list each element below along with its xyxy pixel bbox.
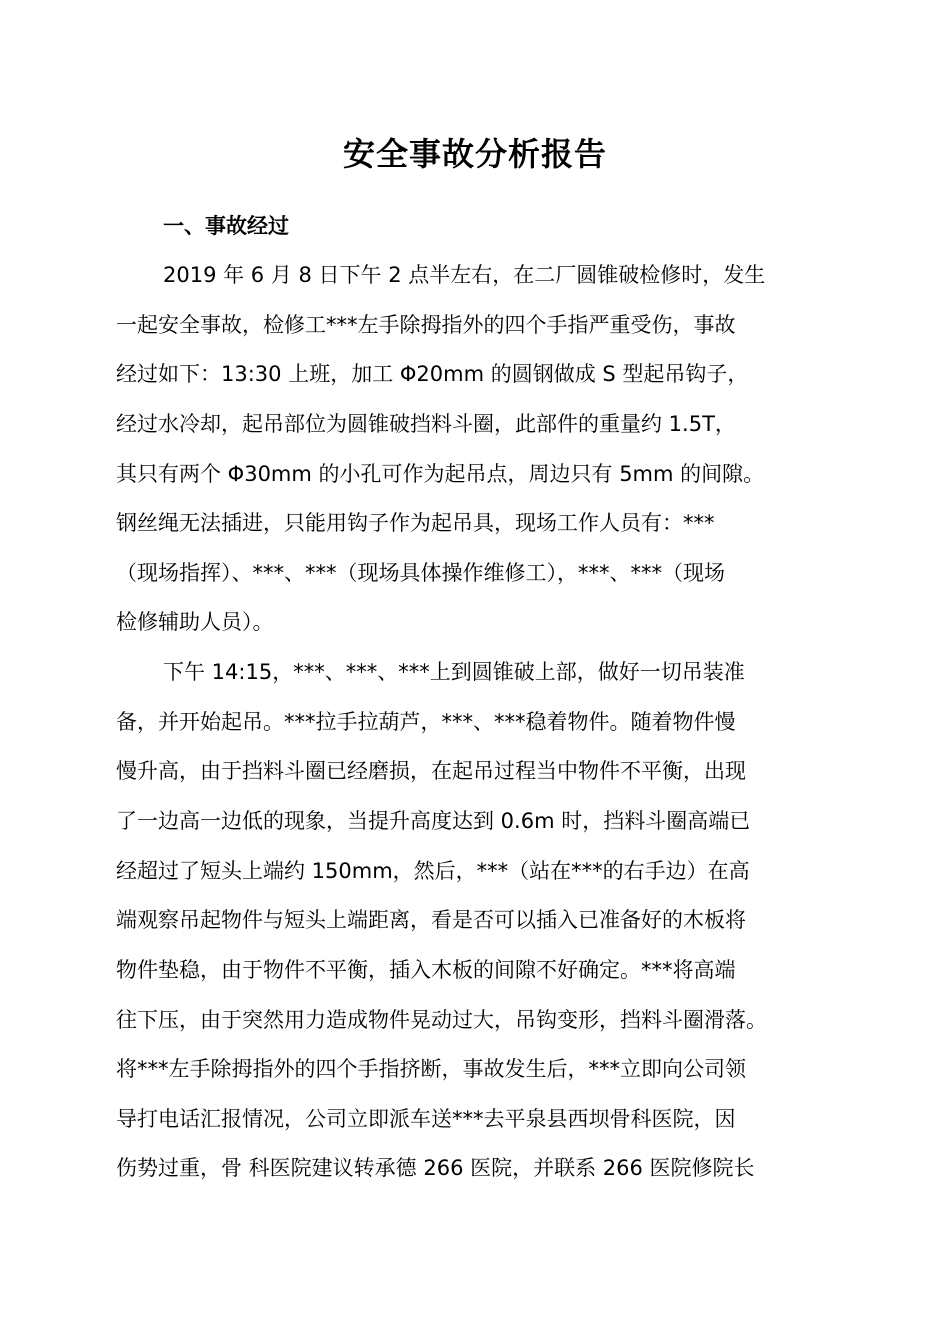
body-line: 其只有两个 Φ30mm 的小孔可作为起吊点，周边只有 5mm 的间隙。: [116, 462, 765, 486]
body-line: 端观察吊起物件与短头上端距离，看是否可以插入已准备好的木板将: [116, 908, 746, 932]
body-line: 经超过了短头上端约 150mm，然后，***（站在***的右手边）在高: [116, 859, 750, 883]
body-line: 一起安全事故，检修工***左手除拇指外的四个手指严重受伤，事故: [116, 313, 736, 337]
body-line: 物件垫稳，由于物件不平衡，插入木板的间隙不好确定。***将高端: [116, 958, 736, 982]
body-line: 2019 年 6 月 8 日下午 2 点半左右，在二厂圆锥破检修时，发生: [163, 263, 766, 287]
section-heading-accident-process: 一、事故经过: [163, 214, 289, 238]
document-title: 安全事故分析报告: [342, 135, 607, 173]
body-line: 下午 14:15，***、***、***上到圆锥破上部，做好一切吊装准: [163, 660, 745, 684]
body-line: 钢丝绳无法插进，只能用钩子作为起吊具，现场工作人员有：***: [116, 511, 715, 535]
body-line: 了一边高一边低的现象，当提升高度达到 0.6m 时，挡料斗圈高端已: [116, 809, 751, 833]
body-line: 经过水冷却，起吊部位为圆锥破挡料斗圈，此部件的重量约 1.5T，: [116, 412, 736, 436]
body-line: 往下压，由于突然用力造成物件晃动过大，吊钩变形，挡料斗圈滑落。: [116, 1008, 767, 1032]
body-line: （现场指挥）、***、***（现场具体操作维修工），***、***（现场: [116, 561, 725, 585]
body-line: 备，并开始起吊。***拉手拉葫芦，***、***稳着物件。随着物件慢: [116, 710, 736, 734]
body-line: 检修辅助人员）。: [116, 610, 274, 634]
body-line: 慢升高，由于挡料斗圈已经磨损，在起吊过程当中物件不平衡，出现: [116, 759, 746, 783]
body-line: 经过如下：13:30 上班，加工 Φ20mm 的圆钢做成 S 型起吊钩子，: [116, 362, 749, 386]
body-line: 伤势过重，骨 科医院建议转承德 266 医院，并联系 266 医院修院长: [116, 1156, 755, 1180]
body-line: 将***左手除拇指外的四个手指挤断，事故发生后，***立即向公司领: [116, 1057, 746, 1081]
body-line: 导打电话汇报情况，公司立即派车送***去平泉县西坝骨科医院，因: [116, 1107, 736, 1131]
